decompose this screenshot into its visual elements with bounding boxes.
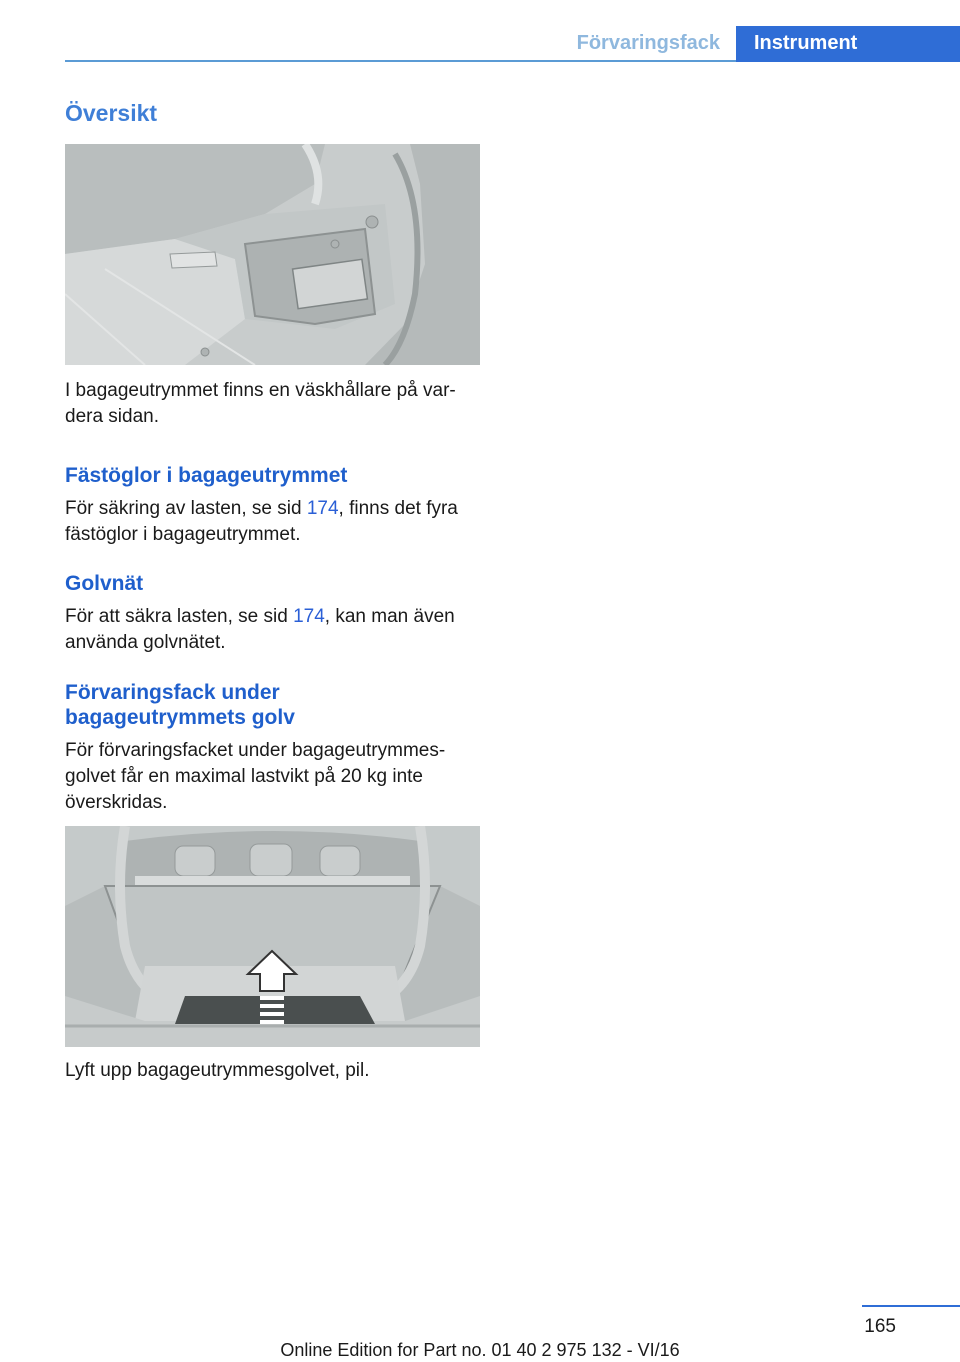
storage-compartment-heading: Förvaringsfack under bagageutrymmets golv bbox=[65, 681, 295, 729]
lashing-text-end: , finns det fyra fästöglor i bagageutrymmet. bbox=[65, 498, 458, 545]
floor-net-paragraph bbox=[65, 604, 485, 656]
floor-net-heading: Golvnät bbox=[65, 572, 144, 595]
lashing-text-start: För säkring av lasten, se sid bbox=[65, 498, 307, 519]
storage-compartment-paragraph: För förvaringsfacket under bagageutrymmes- golvet får en maximal lastvikt på 20 kg inte överskridas. bbox=[65, 740, 446, 813]
overview-heading: Översikt bbox=[65, 100, 158, 126]
floor-net-text-end: , kan man även använda golvnätet. bbox=[65, 606, 455, 653]
lift-floor-caption: Lyft upp bagageutrymmesgolvet, pil. bbox=[65, 1060, 370, 1081]
page-reference-link[interactable]: 174 bbox=[293, 606, 325, 627]
overview-paragraph: I bagageutrymmet finns en väskhållare på var- dera sidan. bbox=[65, 380, 456, 427]
trunk-bag-holder-illustration bbox=[65, 144, 480, 365]
page-number: 165 bbox=[864, 1316, 896, 1337]
page-reference-link[interactable]: 174 bbox=[306, 498, 339, 519]
lashing-eyes-paragraph bbox=[65, 496, 485, 548]
lift-floor-illustration bbox=[65, 826, 480, 1047]
edition-footer: Online Edition for Part no. 01 40 2 975 132 - VI/16 bbox=[280, 1340, 680, 1360]
header-section-label: Förvaringsfack bbox=[576, 32, 720, 54]
header-chapter-tab: Instrument bbox=[736, 26, 960, 62]
floor-net-text-start: För att säkra lasten, se sid bbox=[65, 606, 294, 627]
lashing-eyes-heading: Fästöglor i bagageutrymmet bbox=[65, 464, 348, 487]
footer-rule bbox=[862, 1305, 960, 1307]
